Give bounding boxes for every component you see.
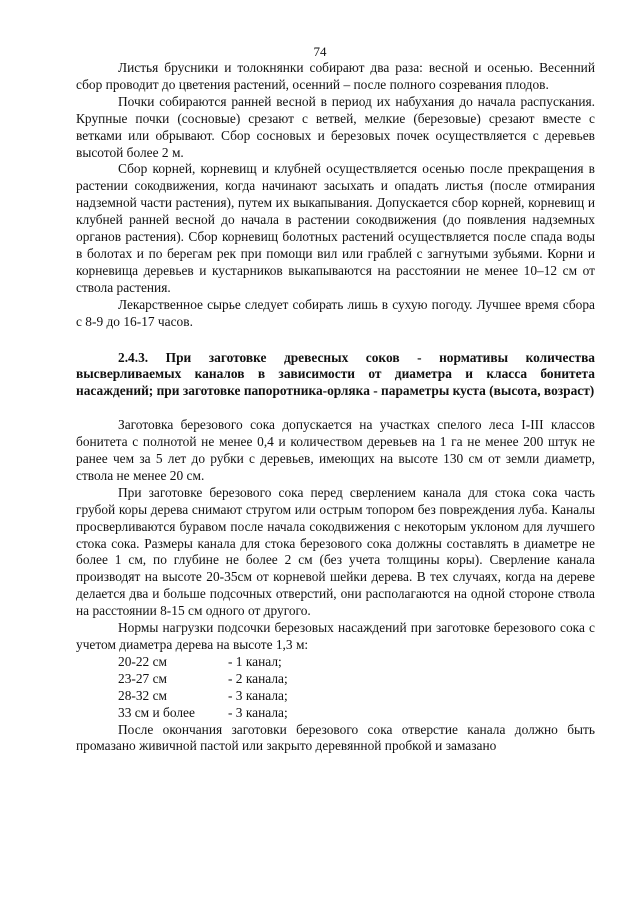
section-heading-2-4-3: 2.4.3. При заготовке древесных соков - нормативы количества высверливаемых каналов в зависимости от диаметра и класса бонитета насаждений; при заготовке папоротника-орляка - параметры куста (высота, возраст) (76, 349, 595, 399)
tree-diameter: 23-27 см (118, 670, 168, 686)
list-item (76, 688, 595, 705)
paragraph-tapping-norms: Нормы нагрузки подсочки березовых насаждений при заготовке березового сока с учетом диаметра дерева на высоте 1,3 м: (76, 620, 595, 652)
list-item (76, 671, 595, 688)
paragraph-birch-sap-conditions: Заготовка березового сока допускается на участках спелого леса I-III классов бонитета с полнотой не менее 0,4 и количеством деревьев на 1 га не менее 200 штук не ранее чем за 5 лет до рубки с деревьев, имеющих на высоте 130 см от земли диаметр, ствола не менее 20 см. (76, 417, 595, 483)
paragraph-after-collection: После окончания заготовки березового сока отверстие канала должно быть промазано живичной пастой или закрыто деревянной пробкой и замазано (76, 721, 595, 754)
tree-diameter: 28-32 см (118, 687, 168, 703)
paragraph-birch-sap-drilling: При заготовке березового сока перед сверлением канала для стока сока часть грубой коры дерева снимают стругом или острым топором без повреждения луба. Каналы просверливаются буравом после начала сокодвижения с некоторым уклоном для лучшего стока сока. Размеры канала для стока березового сока должны составлять в диаметре не более 1 см, по глубине не более 2 см (без учета толщины коры). Сверление канала производят на высоте 20-35см от корневой шейки дерева. В тех случаях, когда на дереве делается два и больше подсочных отверстий, они располагаются на одной стороне ствола на расстоянии 8-15 см одного от другого. (76, 484, 595, 619)
tapping-norms-list (76, 654, 595, 722)
channel-count: - 2 канала; (228, 670, 288, 686)
tree-diameter: 20-22 см (118, 653, 168, 669)
paragraph-leaves-collection: Листья брусники и толокнянки собирают два раза: весной и осенью. Весенний сбор проводит до цветения растений, осенний – после полного созревания плодов. (76, 60, 595, 92)
page-number: 74 (313, 44, 327, 59)
paragraph-roots-collection: Сбор корней, корневищ и клубней осуществляется осенью после прекращения в растении сокодвижения, когда начинают засыхать и опадать листья (после отмирания надземной части растения), путем их выкапывания. Допускается сбор корней, корневищ и клубней ранней весной до начала в растении сокодвижения (до появления надземных органов растения). Сбор корневищ болотных растений осуществляется после спада воды в болотах и по берегам рек при помощи вил или граблей с загнутыми зубьями. Корни и корневища деревьев и кустарников выкапываются на расстоянии не менее 10–12 см от ствола растения. (76, 161, 595, 295)
channel-count: - 3 канала; (228, 704, 288, 720)
list-item (76, 654, 595, 671)
paragraph-collection-time: Лекарственное сырье следует собирать лишь в сухую погоду. Лучшее время сбора с 8-9 до 16-17 часов. (76, 296, 595, 329)
paragraph-buds-collection: Почки собираются ранней весной в период их набухания до начала распускания. Крупные почки (сосновые) срезают с ветвей, мелкие (березовые) срезают вместе с ветками или обрывают. Сбор сосновых и березовых почек осуществляется с деревьев высотой более 2 м. (76, 93, 595, 160)
tree-diameter: 33 см и более (118, 704, 195, 720)
channel-count: - 1 канал; (228, 653, 282, 669)
list-item (76, 705, 595, 722)
channel-count: - 3 канала; (228, 687, 288, 703)
document-body (76, 60, 595, 755)
